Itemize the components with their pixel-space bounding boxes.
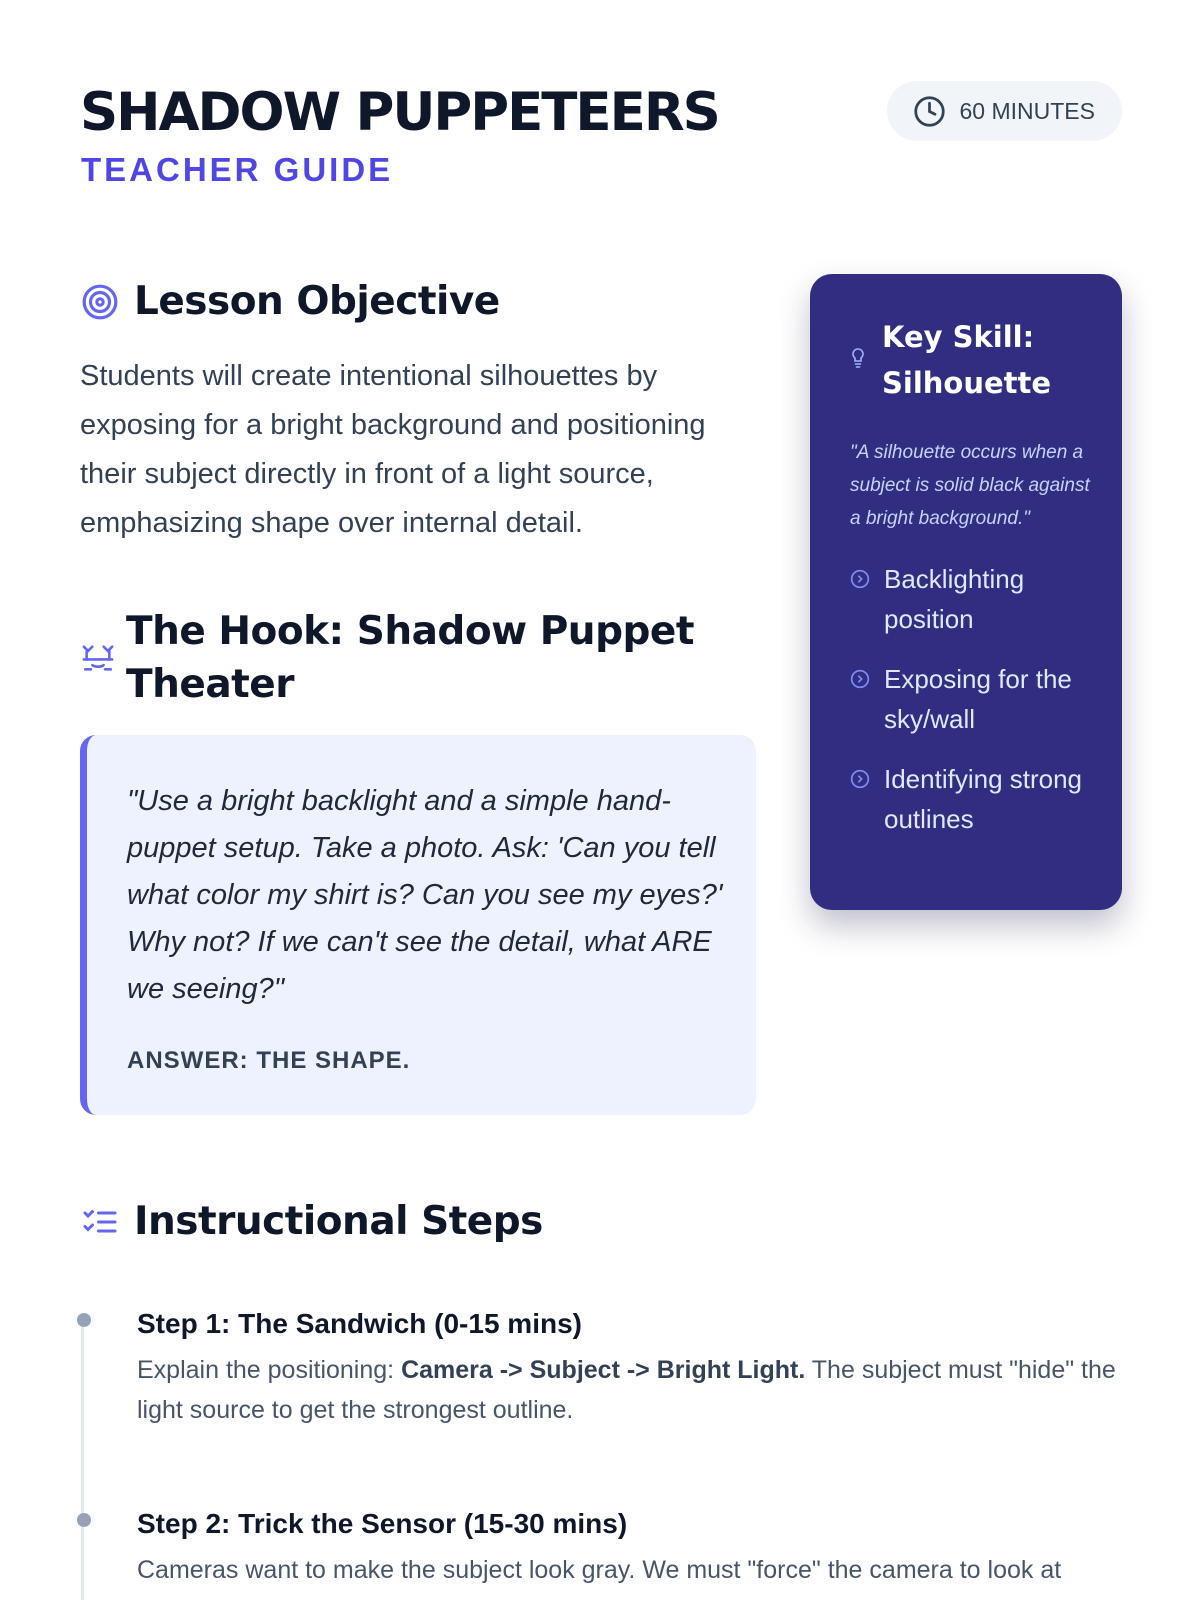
step-item [137,1504,1127,1590]
clock-icon [913,95,946,128]
target-icon [80,282,120,322]
key-skill-title: Key Skill: Silhouette [882,320,1052,400]
arrow-circle-icon [850,759,870,799]
hook-heading-row [80,605,716,711]
key-skill-item [850,759,1086,839]
key-skill-item-label: Backlighting position [884,564,1025,634]
page-title: SHADOW PUPPETEERS [80,82,719,143]
arrow-circle-icon [850,659,870,699]
page-subtitle: TEACHER GUIDE [81,151,394,188]
steps-heading-row [80,1196,543,1248]
hook-callout [80,735,756,1115]
duration-label: 60 MINUTES [959,97,1095,124]
key-skill-item [850,659,1086,739]
step-item [137,1304,1127,1430]
hook-quote: "Use a bright backlight and a simple hand-puppet setup. Take a photo. Ask: 'Can you tell what color my shirt is? Can you see my eyes?' Why not? If we can't see the detail, what ARE we seeing?" [127,785,723,1005]
objective-heading: Lesson Objective [134,279,500,324]
page-header [80,80,1122,200]
key-skill-list [850,559,1086,839]
duration-badge [887,81,1122,141]
step-title: Step 1: The Sandwich (0-15 mins) [137,1308,582,1339]
key-skill-item-label: Identifying strong outlines [884,764,1083,834]
step-title: Step 2: Trick the Sensor (15-30 mins) [137,1508,628,1539]
key-skill-title-row [850,314,1086,406]
timeline-dot [77,1313,91,1327]
key-skill-item-label: Exposing for the sky/wall [884,664,1072,734]
hook-answer: ANSWER: THE SHAPE. [127,1047,411,1074]
steps-heading: Instructional Steps [134,1199,543,1244]
objective-heading-row [80,276,500,328]
key-skill-item [850,559,1086,639]
key-skill-quote: "A silhouette occurs when a subject is solid black against a bright background." [850,442,1090,529]
key-skill-card [810,274,1122,910]
step-description: Explain the positioning: Camera -> Subject -> Bright Light. The subject must "hide" the light source to get the strongest outline. [137,1356,1116,1424]
arrow-circle-icon [850,559,870,599]
timeline-dot [77,1513,91,1527]
steps-timeline [81,1318,84,1600]
checklist-icon [80,1202,120,1242]
step-description: Cameras want to make the subject look gray. We must "force" the camera to look at [137,1556,1062,1584]
objective-text: Students will create intentional silhouettes by exposing for a bright background and positioning their subject directly in front of a light source, emphasizing shape over internal detail. [80,360,706,539]
theater-icon [80,638,116,678]
lightbulb-icon [850,347,866,374]
hook-heading: The Hook: Shadow Puppet Theater [126,609,694,707]
